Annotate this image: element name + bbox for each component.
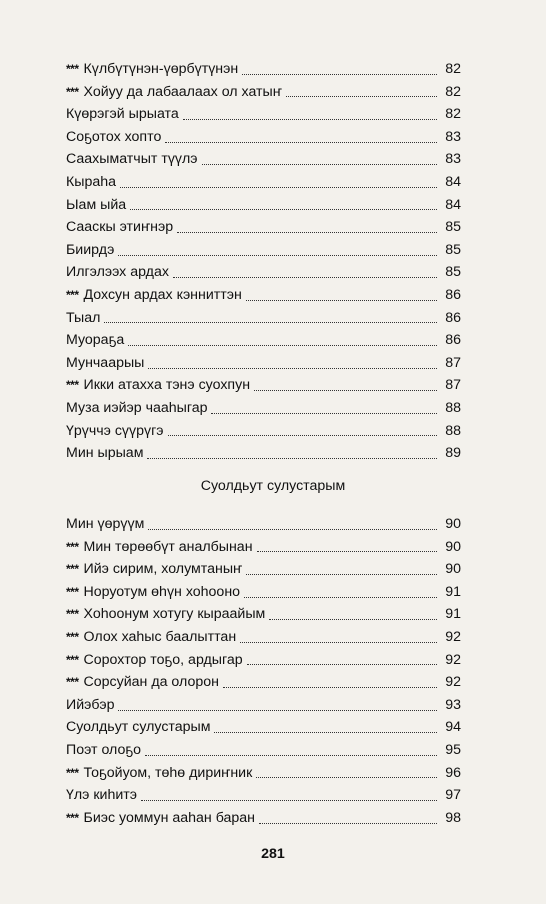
toc-entry-page: 95	[445, 741, 461, 758]
toc-entry-stars: ***	[66, 810, 79, 825]
toc-entry-text: Поэт олоҕо	[66, 741, 142, 758]
toc-entry	[66, 513, 461, 536]
toc-entry-title	[66, 307, 100, 330]
toc-entry	[66, 603, 461, 626]
dot-leader	[141, 800, 437, 801]
dot-leader	[165, 142, 437, 143]
toc-entry-page: 86	[445, 286, 461, 303]
toc-entry-title	[66, 420, 164, 443]
page-number: 281	[261, 846, 285, 862]
toc-entry-page: 87	[445, 354, 461, 371]
toc-entry	[66, 581, 461, 604]
toc-entry	[66, 442, 461, 465]
toc-entry-page: 92	[445, 628, 461, 645]
toc-entry-title	[66, 329, 124, 352]
toc-entry-text: Мин төрөөбүт аналбынан	[83, 538, 253, 555]
toc-entry	[66, 261, 461, 284]
toc-entry-page: 89	[445, 445, 461, 462]
toc-entry-title	[66, 671, 219, 694]
toc-entry	[66, 284, 461, 307]
toc-entry	[66, 716, 461, 739]
toc-entry	[66, 739, 461, 762]
toc-entry	[66, 762, 461, 785]
toc-entry-title	[66, 513, 144, 536]
toc-entry-title	[66, 284, 242, 307]
toc-entry-title	[66, 536, 253, 559]
dot-leader	[257, 551, 437, 552]
toc-entry-page: 88	[445, 399, 461, 416]
toc-entry-title	[66, 58, 238, 81]
toc-entry-text: Муза иэйэр чааһыгар	[66, 399, 208, 416]
toc-entry	[66, 374, 461, 397]
toc-entry-text: Муораҕа	[66, 332, 125, 349]
toc-entry	[66, 194, 461, 217]
toc-entry-page: 88	[445, 422, 461, 439]
toc-entry-page: 92	[445, 651, 461, 668]
dot-leader	[246, 574, 437, 575]
section-heading: Суолдьут сулустарым	[200, 478, 346, 494]
toc-entry-stars: ***	[66, 84, 79, 99]
toc-entry-text: Илгэлээх ардах	[66, 264, 169, 281]
toc-entry-page: 82	[445, 61, 461, 77]
toc-entry-page: 84	[445, 196, 461, 213]
toc-entry	[66, 148, 461, 171]
toc-entry-text: Суолдьут сулустарым	[66, 719, 211, 736]
toc-entry-text: Мин үөрүүм	[66, 516, 145, 532]
toc-entry	[66, 171, 461, 194]
toc-entry	[66, 626, 461, 649]
toc-entry	[66, 329, 461, 352]
toc-entry-text: Сорохтор тоҕо, ардыгар	[83, 651, 243, 668]
toc-entry	[66, 784, 461, 807]
toc-entry-title	[66, 374, 250, 397]
toc-entry-page: 82	[445, 83, 461, 100]
toc-entry-text: Дохсун ардах кэнниттэн	[83, 286, 242, 303]
toc-entry-page: 98	[445, 809, 461, 826]
toc-entry-text: Күлбүтүнэн-үөрбүтүнэн	[83, 61, 239, 77]
toc-entry-page: 90	[445, 561, 461, 578]
toc-entry-title	[66, 626, 236, 649]
toc-entry-text: Мунчаарыы	[66, 354, 145, 371]
dot-leader	[130, 209, 437, 210]
toc-entry-page: 85	[445, 241, 461, 258]
toc-entry-text: Олох хаһыс баалыттан	[83, 628, 237, 645]
toc-entry-page: 96	[445, 764, 461, 781]
toc-entry	[66, 352, 461, 375]
toc-entry	[66, 103, 461, 126]
toc-entry-text: Күөрэгэй ырыата	[66, 106, 179, 123]
dot-leader	[223, 687, 437, 688]
dot-leader	[173, 277, 437, 278]
toc-entry	[66, 239, 461, 262]
toc-entry	[66, 58, 461, 81]
dot-leader	[177, 232, 437, 233]
dot-leader	[244, 597, 437, 598]
dot-leader	[256, 777, 437, 778]
toc-entry-page: 84	[445, 173, 461, 190]
dot-leader	[202, 164, 437, 165]
toc-entry-title	[66, 126, 161, 149]
dot-leader	[247, 664, 437, 665]
toc-entry-stars: ***	[66, 378, 79, 393]
toc-entry-text: Мин ырыам	[66, 445, 144, 462]
toc-entry-page: 91	[445, 583, 461, 600]
toc-entry-title	[66, 171, 116, 194]
toc-entry	[66, 126, 461, 149]
toc-entry-page: 87	[445, 377, 461, 394]
toc-entry-page: 94	[445, 719, 461, 736]
dot-leader	[148, 529, 437, 530]
toc-entry-title	[66, 807, 255, 830]
toc-entry	[66, 649, 461, 672]
dot-leader	[242, 74, 437, 75]
toc-entry-text: Үлэ киһитэ	[66, 787, 138, 804]
toc-entry	[66, 397, 461, 420]
toc-entry-stars: ***	[66, 584, 79, 599]
toc-list-first	[66, 58, 461, 465]
toc-entry-page: 97	[445, 787, 461, 804]
toc-entry-text: Биэс уоммун ааһан баран	[83, 809, 256, 826]
toc-entry-title	[66, 194, 126, 217]
dot-leader	[128, 345, 437, 346]
toc-entry-title	[66, 784, 137, 807]
toc-entry	[66, 81, 461, 104]
toc-entry	[66, 216, 461, 239]
toc-entry	[66, 671, 461, 694]
toc-entry-title	[66, 603, 265, 626]
toc-entry-title	[66, 442, 143, 465]
toc-entry-text: Кыраһа	[66, 173, 117, 190]
toc-entry-title	[66, 216, 173, 239]
dot-leader	[118, 710, 437, 711]
toc-entry-page: 83	[445, 151, 461, 168]
dot-leader	[148, 368, 437, 369]
dot-leader	[183, 119, 437, 120]
toc-entry-text: Саахыматчыт түүлэ	[66, 151, 198, 168]
toc-entry-stars: ***	[66, 675, 79, 690]
toc-entry-stars: ***	[66, 765, 79, 780]
toc-entry-title	[66, 103, 179, 126]
toc-entry	[66, 558, 461, 581]
toc-entry-title	[66, 81, 282, 104]
toc-entry-stars: ***	[66, 539, 79, 554]
toc-entry-text: Норуотум өһүн хоһооно	[83, 583, 241, 600]
toc-entry-stars: ***	[66, 652, 79, 667]
toc-entry-stars: ***	[66, 607, 79, 622]
toc-entry-text: Ыам ыйа	[66, 196, 127, 213]
dot-leader	[254, 390, 437, 391]
toc-entry-page: 90	[445, 516, 461, 532]
dot-leader	[240, 642, 437, 643]
dot-leader	[120, 187, 437, 188]
toc-entry-stars: ***	[66, 562, 79, 577]
dot-leader	[214, 732, 437, 733]
toc-entry-page: 86	[445, 332, 461, 349]
toc-entry-text: Үрүччэ сүүрүгэ	[66, 422, 164, 439]
toc-entry-page: 91	[445, 606, 461, 623]
toc-entry-title	[66, 581, 240, 604]
dot-leader	[147, 458, 437, 459]
toc-entry-page: 86	[445, 309, 461, 326]
toc-entry-title	[66, 397, 207, 420]
toc-entry-page: 93	[445, 696, 461, 713]
dot-leader	[118, 255, 437, 256]
toc-entry-page: 83	[445, 128, 461, 145]
toc-entry-title	[66, 558, 242, 581]
dot-leader	[211, 413, 437, 414]
toc-entry	[66, 307, 461, 330]
toc-entry-text: Сааскы этиҥнэр	[66, 219, 174, 236]
toc-entry	[66, 536, 461, 559]
toc-entry-stars: ***	[66, 62, 79, 76]
toc-entry-title	[66, 239, 114, 262]
dot-leader	[286, 96, 437, 97]
toc-entry-text: Ийэбэр	[66, 696, 115, 713]
toc-entry-title	[66, 739, 141, 762]
toc-entry-title	[66, 352, 144, 375]
toc-entry	[66, 694, 461, 717]
toc-entry-text: Хоһоонум хотугу кыраайым	[83, 606, 266, 623]
toc-entry-text: Тыал	[66, 309, 101, 326]
dot-leader	[259, 823, 437, 824]
toc-entry-page: 82	[445, 106, 461, 123]
toc-list-second	[66, 513, 461, 829]
toc-entry-stars: ***	[66, 629, 79, 644]
dot-leader	[168, 435, 437, 436]
toc-entry-title	[66, 148, 198, 171]
toc-entry-title	[66, 694, 114, 717]
toc-entry-page: 85	[445, 264, 461, 281]
toc-entry	[66, 420, 461, 443]
toc-entry-text: Хойуу да лабаалаах ол хатыҥ	[83, 83, 282, 100]
toc-entry-text: Соҕотох хопто	[66, 128, 162, 145]
dot-leader	[246, 300, 437, 301]
toc-entry-text: Икки атаххa тэнэ суохпун	[83, 377, 251, 394]
toc-entry-text: Биирдэ	[66, 241, 115, 258]
dot-leader	[269, 619, 437, 620]
toc-entry	[66, 807, 461, 830]
toc-entry-title	[66, 261, 169, 284]
toc-entry-page: 85	[445, 219, 461, 236]
dot-leader	[145, 755, 437, 756]
toc-entry-title	[66, 762, 252, 785]
toc-entry-title	[66, 649, 243, 672]
dot-leader	[104, 322, 437, 323]
toc-entry-text: Сорсуйан да олорон	[83, 674, 219, 691]
toc-entry-text: Тоҕойуом, төһө дириҥник	[83, 764, 253, 781]
toc-entry-page: 92	[445, 674, 461, 691]
toc-entry-title	[66, 716, 210, 739]
toc-entry-text: Ийэ сирим, холумтаныҥ	[83, 561, 243, 578]
toc-entry-page: 90	[445, 538, 461, 555]
toc-entry-stars: ***	[66, 287, 79, 302]
